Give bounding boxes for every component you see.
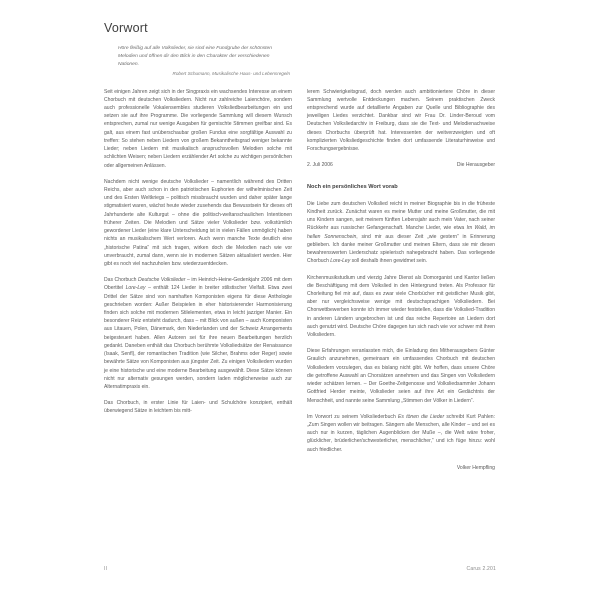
page-title: Vorwort xyxy=(104,21,148,35)
section-heading: Noch ein persönliches Wort vorab xyxy=(307,184,398,191)
footer-publisher-mark: Carus 2.201 xyxy=(466,566,496,572)
epigraph-source: Robert Schumann, Musikalische Haus- und Lebensregeln xyxy=(172,70,290,76)
paragraph: Nachdem nicht wenige deutsche Volkslieder – namentlich während des Dritten Reichs, aber auch schon in den patriotischen Euphorien der wilhelminischen Zeit und des Ersten Weltkriegs – politisch missbraucht wurden und daher später lange stigmatisiert waren, wächst heute wieder zusehends das Bewusstsein für dieses oft Jahrhunderte alte Kulturgut – ohne die politisch-weltanschaulichen Intentionen früherer Zeiten. Die Melodien und Sätze vieler Volkslieder bzw. volkstümlich gewordener Lieder (eine klare Unterscheidung ist in vielen Fällen unmöglich) haben nichts an musikalischem Wert verloren. Auch wenn manche Texte deutlich eine „historische Patina“ mit sich tragen, wirken doch die Melodien nach wie vor unverbraucht, zumal dann, wenn sie in modernen Sätzen aktualisiert werden. Hier gibt es noch viel nachzuholen bzw. wiederzuentdecken. xyxy=(104,178,292,267)
paragraph: Im Vorwort zu seinem Volksliederbuch Es tönen die Lieder schreibt Kurt Pahlen: „Zum Singen wollen wir beitragen. Sängern alle Menschen, alle Kinder – und sei es auch nur in kurzen, täglichen Augenblicken der Muße –, die Welt wäre froher, glücklicher, brüderlicher/schwesterlicher, menschlicher,“ und ich füge hinzu: wohl auch friedlicher. xyxy=(307,413,495,453)
closing-signatory: Volker Hempfling xyxy=(456,464,495,471)
paragraph: Die Liebe zum deutschen Volkslied reicht in meiner Biographie bis in die früheste Kindheit zurück. Zunächst waren es meine Mutter und meine Großmutter, die mit uns Kindern sangen, seit meinem fünften Lebensjahr auch mein Vater, nach seiner Rückkehr aus russischer Gefangenschaft. Manche Lieder, wie etwa Im Wald, im hellen Sonnenschein, sind mir aus dieser Zeit „wie gestern“ in Erinnerung geblieben. Ich danke meiner Großmutter und meinen Eltern, dass sie mir diesen bewahrenswerten Liederschatz spielerisch nahegebracht haben. Das vorliegende Chorbuch Lore-Ley soll deshalb ihnen gewidmet sein. xyxy=(307,200,496,265)
paragraph: Das Chorbuch, in erster Linie für Laien- und Schulchöre konzipiert, enthält überwiegend Sätze in leichtem bis mitt- xyxy=(104,400,292,415)
paragraph: Diese Erfahrungen veranlassten mich, die Einladung des Mitherausgebers Günter Graulich anzunehmen, gemeinsam ein umfassendes Chorbuch mit deutschen Volksliedern vorzulegen, das es bislang nicht gibt. Wir hoffen, dass unsere Chöre die getroffene Auswahl an Chorsätzen annehmen und das Singen von Volksliedern wieder schätzen lernen. – Der Goethe-Zeitgenosse und Volksliedsammler Johann Gottfried Herder meinte, Volkslieder seien auf ihre Art ein Gedächtnis der Menschheit, und nannte seine Sammlung „Stimmen der Völker in Liedern“. xyxy=(307,348,495,404)
foreword-signatory: Die Herausgeber xyxy=(456,162,495,169)
date-signature-row xyxy=(307,161,495,169)
paragraph: Kirchenmusikstudium und vierzig Jahre Dienst als Domorganist und Kantor ließen die Beschäftigung mit dem Volkslied in den Hintergrund treten. Als Professor für Chorleitung fiel mir auf, dass es zwar viele Chorbücher mit geistlicher Musik gibt, aber nur vergleichsweise wenige mit deutschsprachigen Volksliedern. Bei Chorwettbewerben konnte ich immer wieder feststellen, dass die Volkslied-Tradition in anderen Ländern ungebrochen ist und das reiche Repertoire an Liedern dort auch genutzt wird. Deutsche Chöre dagegen tun sich nach wie vor schwer mit ihren Volksliedern. xyxy=(307,274,495,339)
paragraph-continuation: lerem Schwierigkeitsgrad, doch werden auch ambitioniertere Chöre in dieser Sammlung wertvolle Entdeckungen machen. Seinem praktischen Zweck entsprechend wurde auf detaillierte Angaben zur Quelle und Bibliographie des jeweiligen Liedes verzichtet. Dankbar sind wir Frau Dr. Linder-Beroud vom Deutschen Volksliedarchiv in Freiburg, dass sie die Text- und Melodienachweise dieses Chorbuchs überprüft hat. Interessenten der weitverzweigten und oft komplizierten Volksliedgeschichte finden dort umfassende Literaturhinweise und Forschungsergebnisse. xyxy=(307,88,495,153)
page-footer xyxy=(104,566,496,572)
paragraph: Seit einigen Jahren zeigt sich in der Singpraxis ein wachsendes Interesse an einem Chorbuch mit deutschen Volksliedern. Nicht nur zahlreiche Laienchöre, sondern auch professionelle Vokalensembles studieren Volksliedbearbeitungen ein und setzen sie auf ihre Programme. Die vorliegende Sammlung will diesem Wunsch entsprechen, zumal nur wenige Ausgaben für gemischte Stimmen greifbar sind. Es galt, aus einem fast unüberschaubar großen Fundus eine sorgfältige Auswahl zu treffen: So stehen neben Liedern von großem Bekanntheitsgrad weniger bekannte Lieder; neben Liedern mit musikalisch anspruchsvollen Melodien solche mit schlichten Weisen; neben Liedern erzählender Art solche zu wichtigen persönlichen oder allgemeinen Anlässen. xyxy=(104,88,292,169)
footer-page-number: II xyxy=(104,566,108,572)
paragraph: Das Chorbuch Deutsche Volkslieder – im Heinrich-Heine-Gedenkjahr 2006 mit dem Obertitel Lore-Ley – enthält 124 Lieder in breiter stilistischer Vielfalt. Etwa zwei Drittel der Sätze sind von namhaften Komponisten eigens für diese Anthologie geschrieben worden: Außer Beispielen in eher historisierender Harmonisierung finden sich solche mit modernen Stilelementen, etwa in leicht jazziger Manier. Ein besonderer Reiz entsteht dadurch, dass – mit Blick von außen – auch Komponisten aus Litauen, Polen, Dänemark, den Niederlanden und der Schweiz Arrangements beigesteuert haben. Allen Autoren sei für ihre neuen Bearbeitungen herzlich gedankt. Daneben enthält das Chorbuch berühmte Volksliedsätze der Renaissance (Isaak, Senfl), der romantischen Tradition (wie Silcher, Brahms oder Reger) sowie bewährte Sätze von Komponisten aus jüngster Zeit. Zu einigen Volksliedern wurden je eine historische und eine moderne Bearbeitung ausgewählt. Diese Sätze können nicht nur alternativ gesungen werden, sondern laden möglicherweise auch zur Alternatimpraxis ein. xyxy=(104,277,292,390)
left-column xyxy=(104,88,292,416)
right-column xyxy=(307,88,495,472)
epigraph-quote: Höre fleißig auf alle Volkslieder, sie sind eine Fundgrube der schönsten Melodien und öffnen dir den Blick in den Charakter der verschiedenen Nationen. xyxy=(118,45,272,67)
foreword-date: 2. Juli 2006 xyxy=(307,162,333,169)
two-column-body xyxy=(104,88,496,472)
